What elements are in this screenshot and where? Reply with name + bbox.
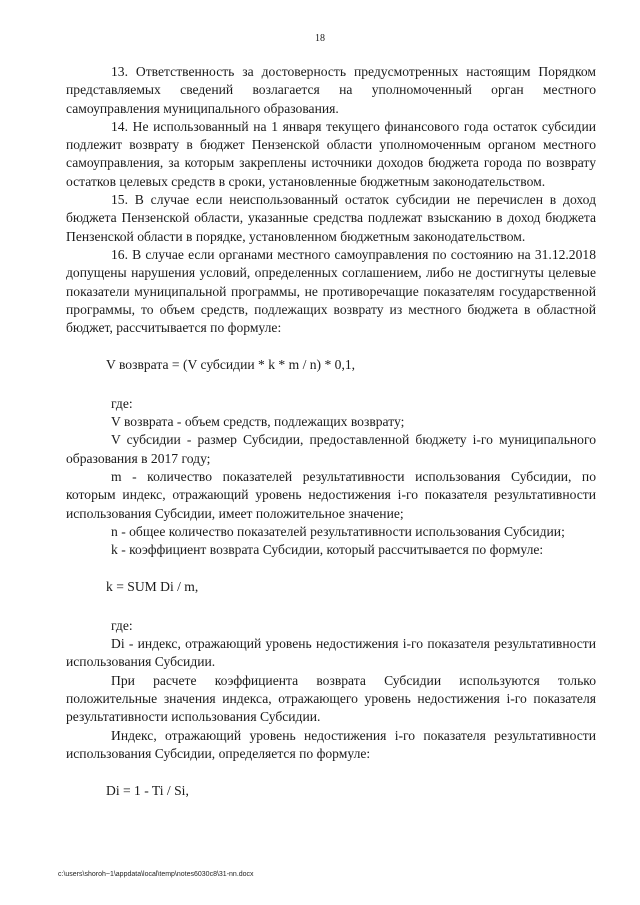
paragraph-13: 13. Ответственность за достоверность предусмотренных настоящим Порядком представляемых сведений возлагается на уполномоченный орган местного самоуправления муниципального образования. <box>66 64 596 116</box>
file-path-footer: c:\users\shoroh~1\appdata\local\temp\notes6030c8\31-nn.docx <box>58 871 254 878</box>
definition-v-subsidy: V субсидии - размер Субсидии, предоставленной бюджету i-го муниципального образования в 2017 году; <box>66 432 596 466</box>
definition-k: k - коэффициент возврата Субсидии, который рассчитывается по формуле: <box>111 542 544 558</box>
page-number: 18 <box>315 33 325 44</box>
index-formula-intro: Индекс, отражающий уровень недостижения i-го показателя результативности использования Субсидии, определяется по формуле: <box>66 727 596 761</box>
positive-values-note: При расчете коэффициента возврата Субсидии используются только положительные значения индекса, отражающего уровень недостижения i-го показателя результативности использования Субсидии. <box>66 672 596 725</box>
definition-n: n - общее количество показателей результативности использования Субсидии; <box>111 523 565 539</box>
paragraph-16: 16. В случае если органами местного самоуправления по состоянию на 31.12.2018 допущены нарушения условий, определенных соглашением, либо не достигнуты целевые показатели муниципальной программы, не противоречащие показателям государственной программы, то объем средств, подлежащих возврату из местного бюджета в областной бюджет, рассчитывается по формуле: <box>66 246 596 336</box>
formula-return-volume: V возврата = (V субсидии * k * m / n) * 0,1, <box>106 357 356 373</box>
formula-k: k = SUM Di / m, <box>106 579 199 595</box>
definition-di: Di - индекс, отражающий уровень недостижения i-го показателя результативности использования Субсидии. <box>66 636 596 670</box>
where-label-1: где: <box>111 395 133 411</box>
paragraph-14: 14. Не использованный на 1 января текущего финансового года остаток субсидии подлежит возврату в бюджет Пензенской области уполномоченным органом местного самоуправления, за которым закреплены источники доходов бюджета города по возврату остатков целевых средств в сроки, установленные бюджетным законодательством. <box>66 118 596 189</box>
document-body <box>66 63 596 800</box>
where-label-2: где: <box>111 617 133 633</box>
formula-di: Di = 1 - Ti / Si, <box>106 783 189 799</box>
definition-m: m - количество показателей результативности использования Субсидии, по которым индекс, отражающий уровень недостижения i-го показателя результативности использования Субсидии, имеет положительное значение; <box>66 468 596 521</box>
definition-v-return: V возврата - объем средств, подлежащих возврату; <box>111 414 405 430</box>
paragraph-15: 15. В случае если неиспользованный остаток субсидии не перечислен в доход бюджета Пензенской области, указанные средства подлежат взысканию в доход бюджета Пензенской области в порядке, установленном бюджетным законодательством. <box>66 192 596 244</box>
